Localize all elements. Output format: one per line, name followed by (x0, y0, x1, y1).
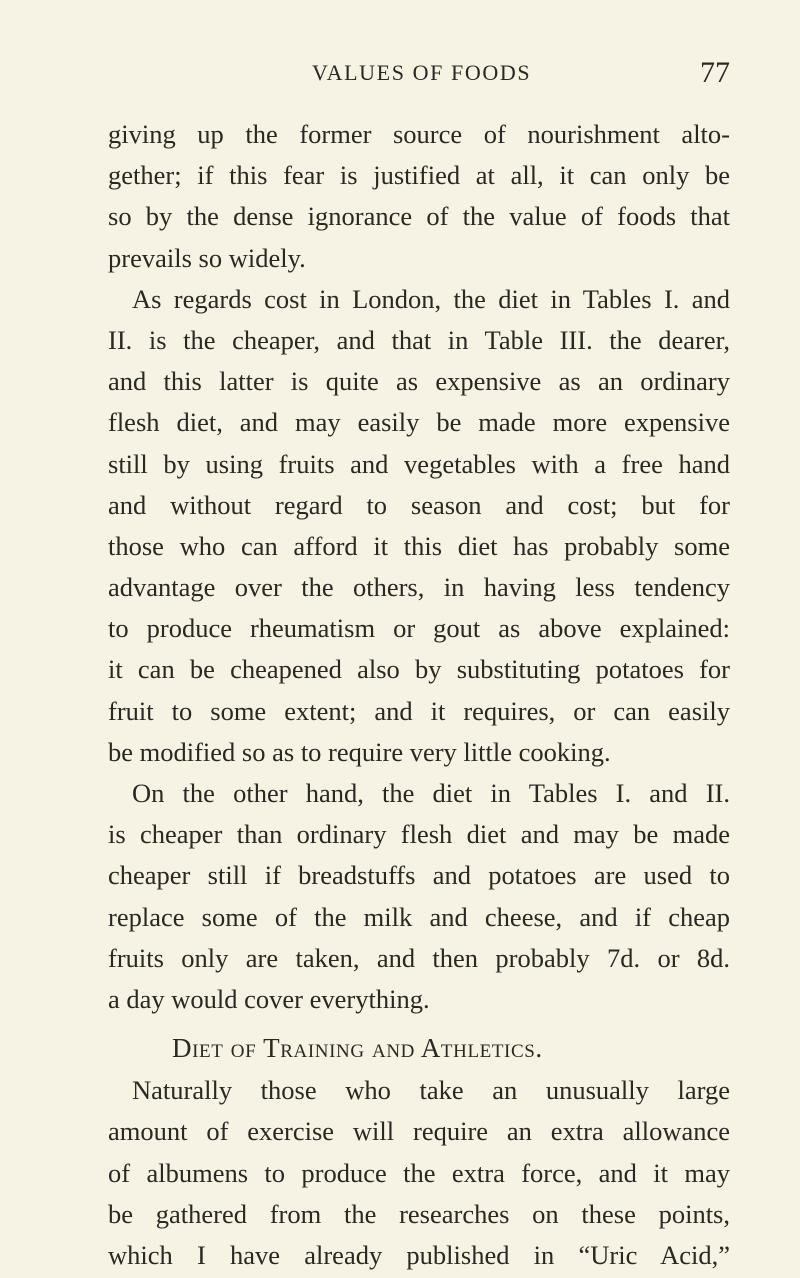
body-text (108, 114, 730, 1276)
paragraph-2 (108, 279, 730, 773)
text-line: gether; if this fear is justified at all, it can only be (108, 160, 730, 191)
text-line: fruits only are taken, and then probably 7d. or 8d. (108, 942, 730, 973)
text-line: giving up the former source of nourishment alto- (108, 119, 730, 149)
text-line: be gathered from the researches on these points, (108, 1198, 730, 1229)
text-line: flesh diet, and may easily be made more expensive (108, 407, 730, 438)
text-line: and without regard to season and cost; but for (108, 489, 730, 520)
text-line: replace some of the milk and cheese, and if cheap (108, 901, 730, 932)
text-line: advantage over the others, in having less tendency (108, 572, 730, 603)
text-line: As regards cost in London, the diet in Tables I. and (132, 283, 730, 314)
text-line: be modified so as to require very little cooking. (108, 736, 611, 767)
text-line: prevails so widely. (108, 242, 306, 273)
paragraph-4 (108, 1070, 730, 1276)
text-line: of albumens to produce the extra force, and it may (108, 1157, 730, 1188)
text-line: to produce rheumatism or gout as above explained: (108, 613, 730, 644)
text-line: so by the dense ignorance of the value of foods that (108, 201, 730, 232)
paragraph-3 (108, 773, 730, 1020)
text-line: cheaper still if breadstuffs and potatoes are used to (108, 860, 730, 891)
text-line: those who can afford it this diet has probably some (108, 530, 730, 561)
text-line: is cheaper than ordinary flesh diet and may be made (108, 819, 730, 850)
running-title: VALUES OF FOODS (312, 60, 532, 85)
text-line: a day would cover everything. (108, 983, 430, 1014)
text-line: it can be cheapened also by substituting potatoes for (108, 654, 730, 685)
text-line: Naturally those who take an unusually large (132, 1075, 730, 1106)
text-line: amount of exercise will require an extra allowance (108, 1116, 730, 1147)
text-line: which I have already published in “Uric Acid,” (108, 1239, 730, 1270)
text-line: still by using fruits and vegetables with a free hand (108, 448, 730, 479)
text-line: On the other hand, the diet in Tables I. and II. (132, 778, 730, 808)
text-line: fruit to some extent; and it requires, or can easily (108, 695, 730, 726)
paragraph-1 (108, 114, 730, 279)
text-line: and this latter is quite as expensive as an ordinary (108, 366, 730, 397)
section-heading: Diet of Training and Athletics. (172, 1033, 543, 1064)
running-head (0, 56, 730, 96)
page-number: 77 (700, 56, 730, 89)
text-line: II. is the cheaper, and that in Table III. the dearer, (108, 324, 730, 355)
